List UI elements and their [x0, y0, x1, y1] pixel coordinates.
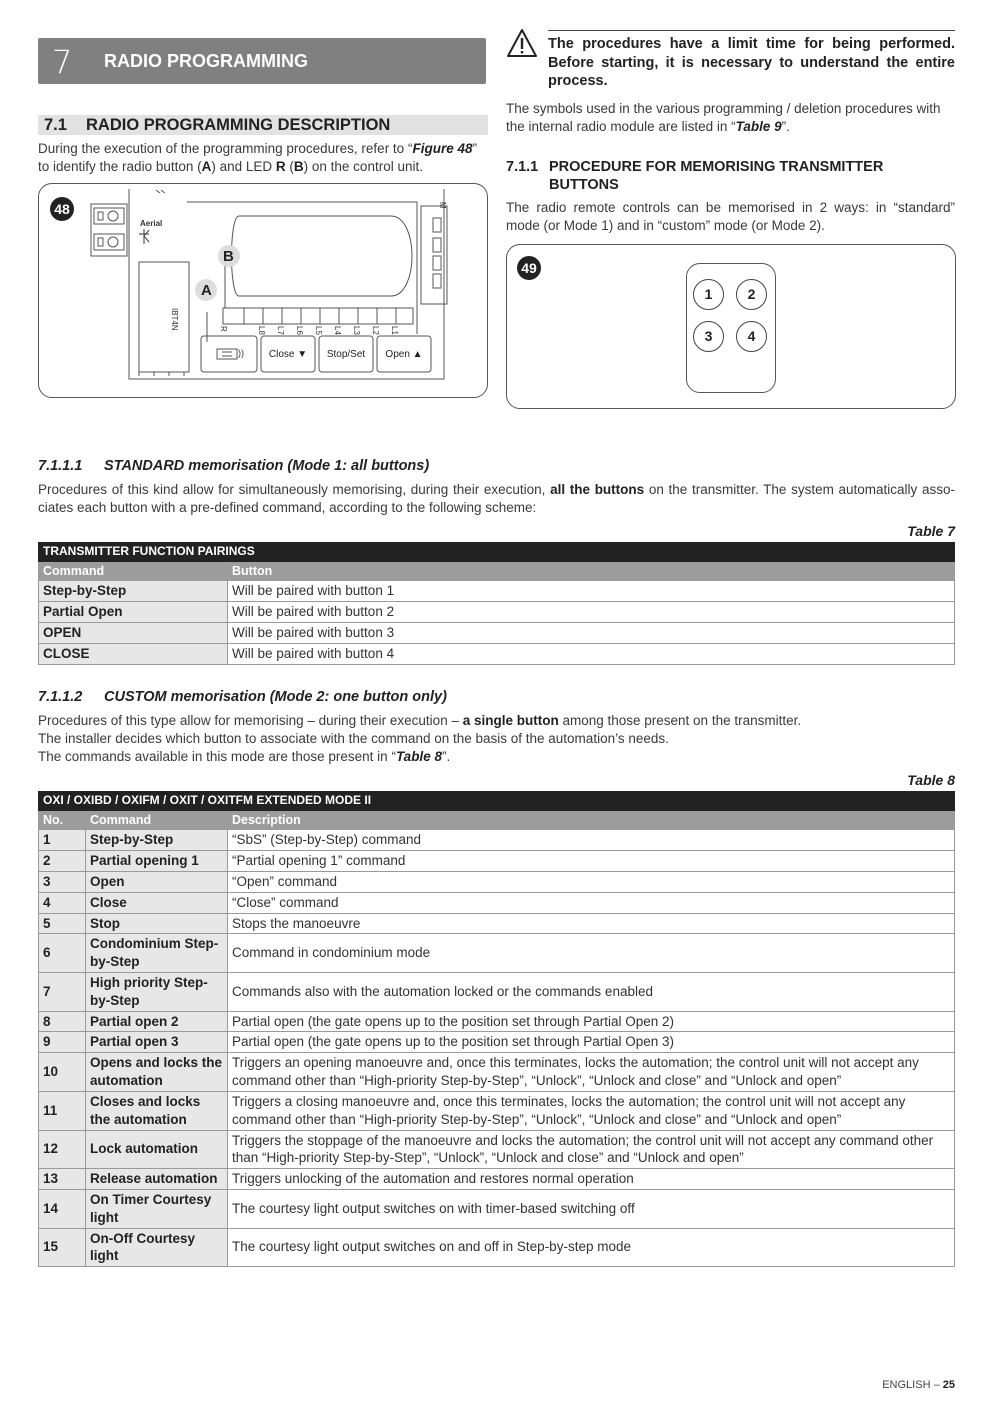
- command-cell: Opens and locks the automation: [86, 1053, 228, 1092]
- number-cell: 11: [39, 1091, 86, 1130]
- number-cell: 2: [39, 851, 86, 872]
- chapter-number: 7: [52, 43, 73, 81]
- command-cell: Partial open 3: [86, 1032, 228, 1053]
- callout-b: B: [223, 248, 234, 265]
- description-cell: The courtesy light output switches on with timer-based switching off: [228, 1189, 955, 1228]
- transmitter-button-4: 4: [736, 321, 767, 352]
- section-number: 7.1: [44, 116, 67, 134]
- command-cell: On Timer Courtesy light: [86, 1189, 228, 1228]
- chapter-banner: [38, 38, 486, 84]
- command-cell: Release automation: [86, 1169, 228, 1190]
- table-row: [39, 622, 955, 643]
- transmitter-button-3: 3: [693, 321, 724, 352]
- section-heading-7-1-1-2: [38, 688, 447, 707]
- led-label: L2: [371, 326, 380, 335]
- warning-rule: [548, 30, 955, 31]
- figure-48-reference: Figure 48: [412, 141, 473, 156]
- led-label: L5: [314, 326, 323, 335]
- number-cell: 5: [39, 913, 86, 934]
- table-title: TRANSMITTER FUNCTION PAIRINGS: [39, 543, 955, 562]
- table-8-caption: Table 8: [907, 772, 955, 788]
- figure-49-frame: [506, 244, 956, 409]
- table-row: [39, 1091, 955, 1130]
- led-label: L8: [257, 326, 266, 335]
- table-row: [39, 913, 955, 934]
- stop-set-button-label: Stop/Set: [326, 349, 366, 360]
- section-title: CUSTOM memorisation (Mode 2: one button only): [104, 689, 447, 705]
- table-row: [39, 1228, 955, 1267]
- number-cell: 13: [39, 1169, 86, 1190]
- description-cell: Partial open (the gate opens up to the position set through Partial Open 2): [228, 1011, 955, 1032]
- table-row: [39, 830, 955, 851]
- command-cell: Partial opening 1: [86, 851, 228, 872]
- page-footer: [882, 1378, 955, 1393]
- description-cell: “Open” command: [228, 871, 955, 892]
- led-label: R: [219, 326, 228, 332]
- table-8: [38, 791, 955, 1267]
- number-cell: 7: [39, 973, 86, 1012]
- section-title-line1: PROCEDURE FOR MEMORISING TRANSMITTER: [549, 159, 884, 175]
- table-row: [39, 871, 955, 892]
- number-cell: 4: [39, 892, 86, 913]
- column-header: Command: [86, 810, 228, 830]
- intro-paragraph: During the execution of the programming procedures, refer to “Figure 48” to identify the radio button (A) and LED R (B) on the control unit.: [38, 141, 477, 174]
- table-row: [39, 602, 955, 623]
- number-cell: 8: [39, 1011, 86, 1032]
- section-heading-7-1-1-1: [38, 457, 430, 476]
- section-number: 7.1.1: [506, 159, 539, 175]
- description-cell: Triggers an opening manoeuvre and, once this terminates, locks the automation; the control unit will not accept any command other than “High-priority Step-by-Step”, “Unlock”, “Unlock and close” and “Unlock and open”: [228, 1053, 955, 1092]
- button-cell: Will be paired with button 2: [228, 602, 955, 623]
- figure-number-badge: 48: [50, 197, 74, 221]
- number-cell: 12: [39, 1130, 86, 1169]
- command-cell: Lock automation: [86, 1130, 228, 1169]
- led-label: L7: [276, 326, 285, 335]
- led-label: L4: [333, 326, 342, 335]
- command-cell: Partial open 2: [86, 1011, 228, 1032]
- number-cell: 3: [39, 871, 86, 892]
- open-button-label: Open ▲: [385, 349, 423, 360]
- command-cell: High priority Step-by-Step: [86, 973, 228, 1012]
- table-row: [39, 1053, 955, 1092]
- transmitter-button-2: 2: [736, 279, 767, 310]
- number-cell: 1: [39, 830, 86, 851]
- command-cell: Condominium Step-by-Step: [86, 934, 228, 973]
- led-labels: [219, 326, 413, 338]
- command-cell: CLOSE: [39, 643, 228, 664]
- description-cell: Commands also with the automation locked or the commands enabled: [228, 973, 955, 1012]
- column-header: Command: [39, 561, 228, 581]
- modes-paragraph: The radio remote controls can be memorised in 2 ways: in “standard” mode (or Mode 1) and in “custom” mode (or Mode 2).: [506, 200, 955, 233]
- table-row: [39, 934, 955, 973]
- section-title: RADIO PROGRAMMING DESCRIPTION: [86, 116, 391, 134]
- transmitter-button-1: 1: [693, 279, 724, 310]
- command-cell: On-Off Courtesy light: [86, 1228, 228, 1267]
- button-cell: Will be paired with button 1: [228, 581, 955, 602]
- description-cell: Command in condominium mode: [228, 934, 955, 973]
- table-8-reference: Table 8: [395, 748, 442, 764]
- number-cell: 15: [39, 1228, 86, 1267]
- number-cell: 10: [39, 1053, 86, 1092]
- column-header: Button: [228, 561, 955, 581]
- table-row: [39, 581, 955, 602]
- number-cell: 6: [39, 934, 86, 973]
- table-row: [39, 1032, 955, 1053]
- command-cell: Closes and locks the automation: [86, 1091, 228, 1130]
- table-row: [39, 1189, 955, 1228]
- description-cell: Partial open (the gate opens up to the position set through Partial Open 3): [228, 1032, 955, 1053]
- callout-a: A: [201, 282, 212, 299]
- transmitter-remote: [686, 263, 776, 393]
- command-cell: Close: [86, 892, 228, 913]
- table-7: [38, 542, 955, 665]
- close-button-label: Close ▼: [268, 349, 308, 360]
- command-cell: Partial Open: [39, 602, 228, 623]
- table-7-caption: Table 7: [907, 523, 955, 539]
- connector-label: M: [438, 202, 447, 209]
- led-label: L6: [295, 326, 304, 335]
- symbols-paragraph: The symbols used in the various programming / deletion procedures with the internal radio module are listed in “Table 9”.: [506, 101, 941, 134]
- section-title: STANDARD memorisation (Mode 1: all buttons): [104, 458, 430, 474]
- chapter-title: RADIO PROGRAMMING: [104, 51, 308, 71]
- figure-number-badge: 49: [517, 256, 541, 280]
- table-row: [39, 643, 955, 664]
- button-cell: Will be paired with button 4: [228, 643, 955, 664]
- column-header: Description: [228, 810, 955, 830]
- warning-text: The procedures have a limit time for being performed. Before starting, it is necessary to understand the entire process.: [548, 36, 955, 90]
- radio-button-icon: )): [238, 348, 244, 358]
- page-number: 25: [942, 1379, 955, 1391]
- command-cell: Step-by-Step: [86, 830, 228, 851]
- description-cell: “Partial opening 1” command: [228, 851, 955, 872]
- description-cell: “Close” command: [228, 892, 955, 913]
- section-number: 7.1.1.1: [38, 458, 83, 474]
- table-row: [39, 1011, 955, 1032]
- led-label: L1: [390, 326, 399, 335]
- description-cell: The courtesy light output switches on and off in Step-by-step mode: [228, 1228, 955, 1267]
- button-cell: Will be paired with button 3: [228, 622, 955, 643]
- table-row: [39, 892, 955, 913]
- warning-icon: [506, 28, 538, 58]
- description-cell: “SbS” (Step-by-Step) command: [228, 830, 955, 851]
- table-title: OXI / OXIBD / OXIFM / OXIT / OXITFM EXTENDED MODE II: [39, 792, 955, 811]
- number-cell: 14: [39, 1189, 86, 1228]
- table-row: [39, 973, 955, 1012]
- table-row: [39, 1130, 955, 1169]
- section-heading-7-1: [38, 115, 488, 135]
- footer-language: ENGLISH –: [882, 1379, 943, 1391]
- control-unit-diagram: [39, 184, 487, 397]
- section-title-line2: BUTTONS: [549, 177, 619, 193]
- table-9-reference: Table 9: [735, 118, 782, 134]
- table-row: [39, 1169, 955, 1190]
- figure-48-frame: [38, 183, 488, 398]
- column-header: No.: [39, 810, 86, 830]
- description-cell: Stops the manoeuvre: [228, 913, 955, 934]
- description-cell: Triggers the stoppage of the manoeuvre and locks the automation; the control unit will not accept any command other than “High-priority Step-by-Step”, “Unlock”, “Unlock and close” and “Unlock and open”: [228, 1130, 955, 1169]
- command-cell: OPEN: [39, 622, 228, 643]
- aerial-label: Aerial: [140, 219, 163, 228]
- board-label: IBT4N: [170, 308, 179, 331]
- description-cell: Triggers a closing manoeuvre and, once this terminates, locks the automation; the control unit will not accept any command other than “High-priority Step-by-Step”, “Unlock”, “Unlock and close” and “Unlock and open”: [228, 1091, 955, 1130]
- led-label: L3: [352, 326, 361, 335]
- table-row: [39, 851, 955, 872]
- section-number: 7.1.1.2: [38, 689, 83, 705]
- standard-mode-paragraph: Procedures of this kind allow for simultaneously memorising, during their execution, all the buttons on the transmitter. The system automatically asso-ciates each button with a pre-defined command, according to the following scheme:: [38, 482, 955, 515]
- number-cell: 9: [39, 1032, 86, 1053]
- custom-mode-paragraph: Procedures of this type allow for memorising – during their execution – a single button among those present on the transmitter. The installer decides which button to associate with the command on the basis of the automation’s needs. The commands available in this mode are those present in “Table 8”.: [38, 713, 802, 764]
- command-cell: Step-by-Step: [39, 581, 228, 602]
- description-cell: Triggers unlocking of the automation and restores normal operation: [228, 1169, 955, 1190]
- command-cell: Open: [86, 871, 228, 892]
- command-cell: Stop: [86, 913, 228, 934]
